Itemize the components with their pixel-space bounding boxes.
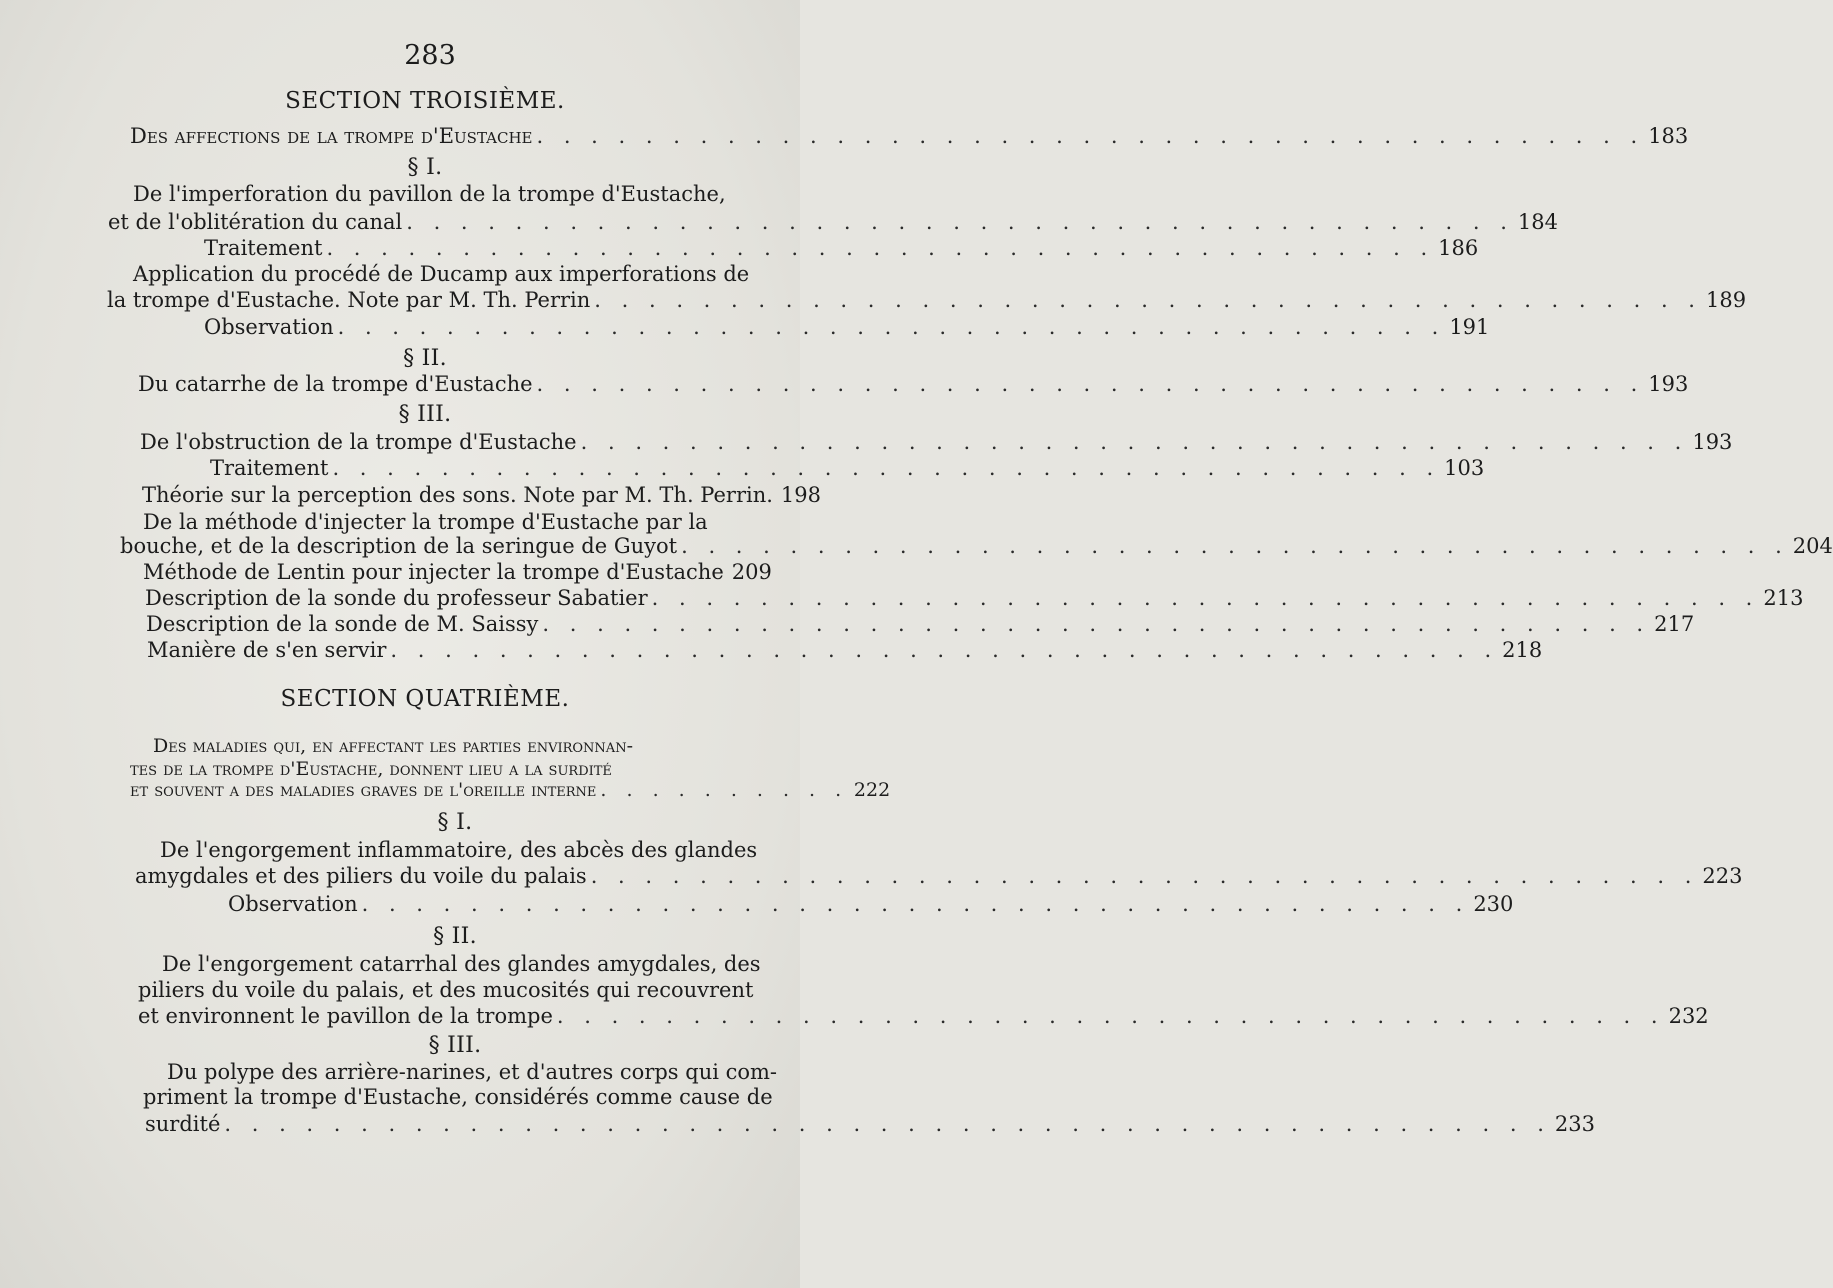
toc-entry-line xyxy=(162,952,761,976)
entry-text: bouche, et de la description de la seringue de Guyot xyxy=(120,534,678,558)
section-three-title: SECTION TROISIÈME. xyxy=(285,88,565,114)
entry-page: 213 xyxy=(1763,586,1804,610)
paragraph-heading: § III. xyxy=(428,1033,482,1058)
entry-text: Traitement xyxy=(210,456,329,480)
entry-page: 204 xyxy=(1792,534,1833,558)
entry-text: amygdales et des piliers du voile du palais xyxy=(135,864,587,888)
entry-page: 103 xyxy=(1444,456,1485,480)
dot-leader: . . . . . . . . . . . . . . . . . . . . . . . . . . . . . . . . . . . . . . . . . xyxy=(406,210,1514,234)
entry-text: Application du procédé de Ducamp aux imperforations de xyxy=(133,262,750,286)
toc-entry xyxy=(138,1004,1709,1028)
toc-entry xyxy=(108,210,1559,234)
page-number: 283 xyxy=(404,40,456,71)
entry-text: De l'engorgement inflammatoire, des abcès des glandes xyxy=(160,838,758,862)
entry-text: De l'obstruction de la trompe d'Eustache xyxy=(140,430,577,454)
toc-entry xyxy=(146,612,1695,636)
toc-entry xyxy=(143,560,772,584)
entry-text: la trompe d'Eustache. Note par M. Th. Perrin xyxy=(107,288,591,312)
entry-text: Description de la sonde de M. Saissy xyxy=(146,612,539,636)
entry-page: 217 xyxy=(1654,612,1695,636)
entry-text: Du catarrhe de la trompe d'Eustache xyxy=(138,372,533,396)
toc-entry xyxy=(204,315,1490,339)
entry-text: Du polype des arrière-narines, et d'autres corps qui com- xyxy=(167,1060,778,1084)
dot-leader: . . . . . . . . . . . . . . . . . . . . . . . . . . . . . . . . . . . . . . . . . xyxy=(580,430,1689,454)
toc-entry-line xyxy=(130,758,730,780)
entry-text: Observation xyxy=(204,315,334,339)
entry-text: Observation xyxy=(228,892,358,916)
entry-text: priment la trompe d'Eustache, considérés comme cause de xyxy=(143,1085,773,1109)
toc-entry-line xyxy=(138,978,754,1002)
entry-page: 191 xyxy=(1449,315,1490,339)
entry-text: De l'engorgement catarrhal des glandes amygdales, des xyxy=(162,952,761,976)
entry-page: 232 xyxy=(1668,1004,1709,1028)
entry-page: 183 xyxy=(1648,124,1689,148)
entry-page: 193 xyxy=(1692,430,1733,454)
toc-entry-line xyxy=(160,838,758,862)
entry-page: 186 xyxy=(1438,236,1479,260)
paragraph-heading: § II. xyxy=(403,346,447,371)
dot-leader: . . . . . . . . . . . . . . . . . . . . . . . . . . . . . . . . . . . . . . . . . xyxy=(536,372,1645,396)
dot-leader: . . . . . . . . . . . . . . . . . . . . . . . . . . . . . . . . . . . . . . . . . xyxy=(332,456,1441,480)
toc-entry-line xyxy=(153,735,723,757)
toc-entry-line xyxy=(133,182,726,206)
toc-entry xyxy=(228,892,1514,916)
entry-page: 223 xyxy=(1702,864,1743,888)
dot-leader: . . . . . . . . . . . . . . . . . . . . . . . . . . . . . . . . . . . . . . . . . . . . . . . . . xyxy=(224,1112,1551,1136)
entry-text: Manière de s'en servir xyxy=(147,638,387,662)
toc-entry xyxy=(130,124,1689,148)
dot-leader: . . . . . . . . . . . . . . . . . . . . . . . . . . . . . . . . . . . . . . . . . xyxy=(594,288,1702,312)
dot-leader: . . . . . . . . . . . . . . . . . . . . . . . . . . . . . . . . . . . . . . . . . xyxy=(542,612,1651,636)
dot-leader: . . . . . . . . . . . . . . . . . . . . . . . . . . . . . . . . . . . . . . . . . xyxy=(337,315,1446,339)
toc-entry xyxy=(204,236,1479,260)
toc-entry xyxy=(107,288,1747,312)
entry-page: 209 xyxy=(731,560,772,584)
toc-entry xyxy=(145,1112,1595,1136)
section-four-title: SECTION QUATRIÈME. xyxy=(280,686,570,712)
entry-text: tes de la trompe d'Eustache, donnent lieu a la surdité xyxy=(130,758,612,780)
toc-entry xyxy=(138,372,1689,396)
dot-leader: . . . . . . . . . . . . . . . . . . . . . . . . . . . . . . . . . . . . . . . . . xyxy=(651,586,1760,610)
toc-entry xyxy=(130,779,891,801)
dot-leader: . . . . . . . . . . . . . . . . . . . . . . . . . . . . . . . . . . . . . . . . . xyxy=(556,1004,1665,1028)
toc-entry xyxy=(145,586,1804,610)
toc-entry xyxy=(210,456,1485,480)
dot-leader: . . . . . . . . . . xyxy=(600,779,849,801)
toc-entry xyxy=(147,638,1543,662)
paragraph-heading: § III. xyxy=(398,402,452,427)
entry-text: et de l'oblitération du canal xyxy=(108,210,403,234)
dot-leader: . . . . . . . . . . . . . . . . . . . . . . . . . . . . . . . . . . . . . . . . . xyxy=(326,236,1435,260)
entry-text: Description de la sonde du professeur Sabatier xyxy=(145,586,648,610)
entry-text: surdité xyxy=(145,1112,221,1136)
dot-leader: . . . . . . . . . . . . . . . . . . . . . . . . . . . . . . . . . . . . . . . . . xyxy=(536,124,1645,148)
dot-leader: . . . . . . . . . . . . . . . . . . . . . . . . . . . . . . . . . . . . . . . . . xyxy=(590,864,1699,888)
entry-text: Des affections de la trompe d'Eustache xyxy=(130,124,533,148)
entry-text: Traitement xyxy=(204,236,323,260)
toc-entry xyxy=(142,483,821,507)
dot-leader: . . . . . . . . . . . . . . . . . . . . . . . . . . . . . . . . . . . . . . . . . xyxy=(361,892,1470,916)
entry-page: 184 xyxy=(1517,210,1559,234)
toc-entry xyxy=(120,534,1833,558)
paragraph-heading: § II. xyxy=(433,924,477,949)
dot-leader: . . . . . . . . . . . . . . . . . . . . . . . . . . . . . . . . . . . . . . . . . xyxy=(681,534,1789,558)
entry-text: et environnent le pavillon de la trompe xyxy=(138,1004,553,1028)
toc-entry-line xyxy=(133,262,750,286)
toc-entry-line xyxy=(143,510,713,534)
entry-page: 189 xyxy=(1705,288,1747,312)
toc-entry xyxy=(135,864,1743,888)
entry-text: Des maladies qui, en affectant les parties environnan- xyxy=(153,735,633,757)
entry-text: De l'imperforation du pavillon de la trompe d'Eustache, xyxy=(133,182,726,206)
entry-text: Méthode de Lentin pour injecter la trompe d'Eustache xyxy=(143,560,724,584)
entry-page: 218 xyxy=(1502,638,1543,662)
paragraph-heading: § I. xyxy=(437,810,473,835)
toc-entry-line xyxy=(167,1060,778,1084)
entry-page: 198 xyxy=(780,483,821,507)
entry-text: piliers du voile du palais, et des mucosités qui recouvrent xyxy=(138,978,754,1002)
toc-entry xyxy=(140,430,1733,454)
entry-text: et souvent a des maladies graves de l'oreille interne xyxy=(130,779,597,801)
entry-text: De la méthode d'injecter la trompe d'Eustache par la xyxy=(143,510,708,534)
dot-leader: . . . . . . . . . . . . . . . . . . . . . . . . . . . . . . . . . . . . . . . . . xyxy=(390,638,1499,662)
entry-text: Théorie sur la perception des sons. Note par M. Th. Perrin. xyxy=(142,483,773,507)
paragraph-heading: § I. xyxy=(407,155,443,180)
toc-entry-line xyxy=(143,1085,773,1109)
entry-page: 233 xyxy=(1554,1112,1595,1136)
entry-page: 230 xyxy=(1473,892,1514,916)
entry-page: 193 xyxy=(1648,372,1689,396)
entry-page: 222 xyxy=(853,779,891,801)
